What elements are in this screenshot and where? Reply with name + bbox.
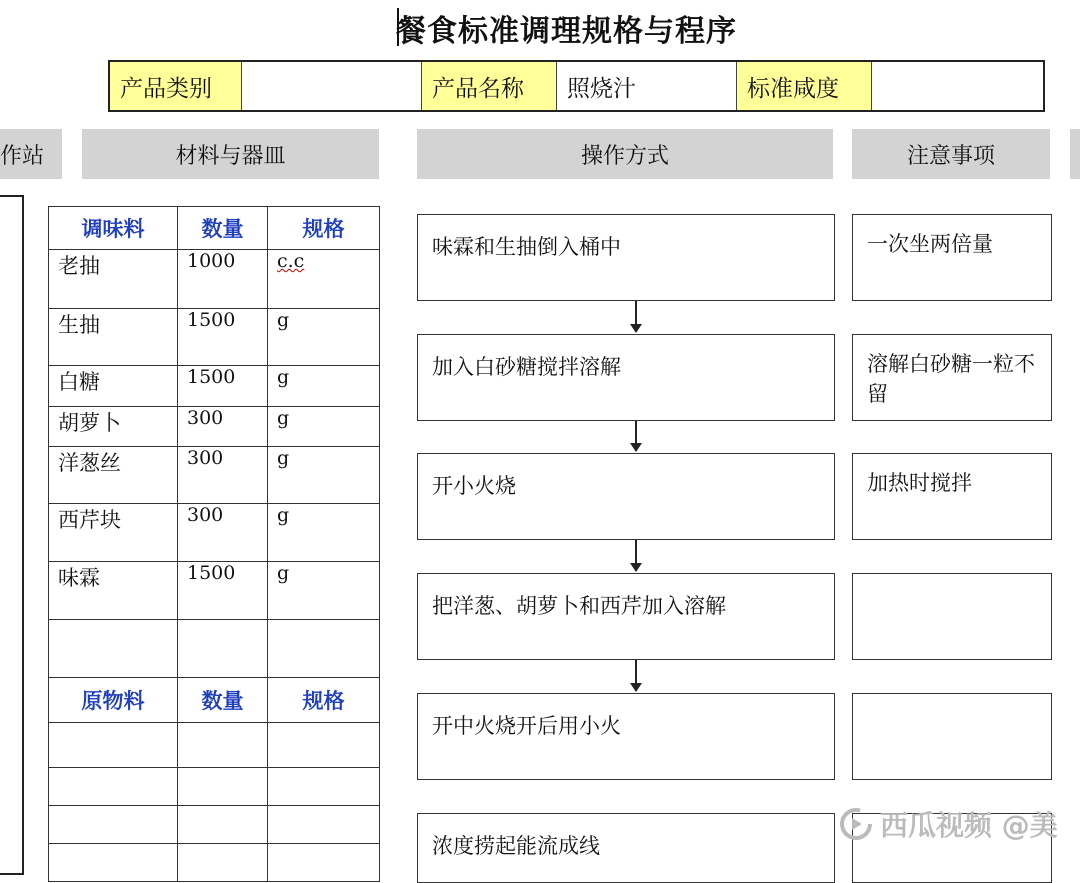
ingredient-name: 洋葱丝 xyxy=(49,447,178,504)
process-step: 开中火烧开后用小火 xyxy=(417,693,835,780)
note-box: 一次坐两倍量 xyxy=(852,214,1052,301)
ingredient-qty: 1500 xyxy=(178,309,268,366)
header-station: 作站 xyxy=(0,129,62,179)
spec-header: 规格 xyxy=(268,678,380,723)
ingredient-qty: 300 xyxy=(178,407,268,447)
header-next-column xyxy=(1070,129,1080,179)
table-row xyxy=(49,447,380,504)
process-step: 味霖和生抽倒入桶中 xyxy=(417,214,835,301)
note-box xyxy=(852,573,1052,660)
page-title: 餐食标准调理规格与程序 xyxy=(396,14,737,49)
table-row xyxy=(49,309,380,366)
ingredient-unit: g xyxy=(268,447,380,504)
product-name-label: 产品名称 xyxy=(422,62,557,110)
materials-table xyxy=(48,206,380,882)
header-method: 操作方式 xyxy=(417,129,833,179)
arrow-head-icon xyxy=(630,324,642,333)
ingredient-name: 老抽 xyxy=(49,250,178,309)
flow-arrow xyxy=(635,301,637,324)
process-step: 把洋葱、胡萝卜和西芹加入溶解 xyxy=(417,573,835,660)
ingredient-qty: 300 xyxy=(178,504,268,562)
ingredient-unit: g xyxy=(268,504,380,562)
quantity-header: 数量 xyxy=(178,678,268,723)
process-step: 浓度捞起能流成线 xyxy=(417,813,835,883)
standard-saltiness-label: 标准咸度 xyxy=(737,62,872,110)
ingredient-unit xyxy=(268,250,380,309)
arrow-head-icon xyxy=(630,563,642,572)
seasoning-header-row xyxy=(49,207,380,250)
table-row xyxy=(49,504,380,562)
ingredient-qty: 1000 xyxy=(178,250,268,309)
ingredient-unit: g xyxy=(268,562,380,620)
category-label: 产品类别 xyxy=(110,62,242,110)
product-name-value[interactable]: 照烧汁 xyxy=(557,62,737,110)
table-row-empty xyxy=(49,768,380,806)
ingredient-unit: g xyxy=(268,407,380,447)
note-box xyxy=(852,693,1052,780)
ingredient-name: 白糖 xyxy=(49,366,178,407)
ingredient-name: 西芹块 xyxy=(49,504,178,562)
arrow-head-icon xyxy=(630,683,642,692)
table-row xyxy=(49,366,380,407)
ingredient-qty: 300 xyxy=(178,447,268,504)
table-row xyxy=(49,407,380,447)
watermark xyxy=(838,804,1058,844)
ingredient-name: 味霖 xyxy=(49,562,178,620)
ingredient-unit: g xyxy=(268,309,380,366)
table-row-empty xyxy=(49,844,380,882)
station-box xyxy=(0,195,24,875)
arrow-head-icon xyxy=(630,443,642,452)
header-notes: 注意事项 xyxy=(852,129,1050,179)
table-row-empty xyxy=(49,806,380,844)
table-row-empty xyxy=(49,723,380,768)
ingredient-qty: 1500 xyxy=(178,366,268,407)
table-row-empty xyxy=(49,620,380,678)
seasoning-header: 调味料 xyxy=(49,207,178,250)
unit-text: c.c xyxy=(277,250,305,272)
ingredient-qty: 1500 xyxy=(178,562,268,620)
flow-arrow xyxy=(635,421,637,443)
ingredient-name: 胡萝卜 xyxy=(49,407,178,447)
xigua-logo-icon xyxy=(838,806,874,842)
flow-arrow xyxy=(635,540,637,563)
process-step: 开小火烧 xyxy=(417,453,835,540)
raw-material-header: 原物料 xyxy=(49,678,178,723)
table-row xyxy=(49,562,380,620)
ingredient-name: 生抽 xyxy=(49,309,178,366)
product-info-bar xyxy=(108,60,1045,112)
category-value[interactable] xyxy=(242,62,422,110)
ingredient-unit: g xyxy=(268,366,380,407)
table-row xyxy=(49,250,380,309)
raw-material-header-row xyxy=(49,678,380,723)
note-box: 溶解白砂糖一粒不留 xyxy=(852,334,1052,421)
watermark-text: 西瓜视频 @美 xyxy=(880,809,1058,842)
quantity-header: 数量 xyxy=(178,207,268,250)
flow-arrow xyxy=(635,660,637,683)
note-box: 加热时搅拌 xyxy=(852,453,1052,540)
process-step: 加入白砂糖搅拌溶解 xyxy=(417,334,835,421)
header-materials: 材料与器皿 xyxy=(82,129,379,179)
standard-saltiness-value[interactable] xyxy=(872,62,1043,110)
spec-header: 规格 xyxy=(268,207,380,250)
